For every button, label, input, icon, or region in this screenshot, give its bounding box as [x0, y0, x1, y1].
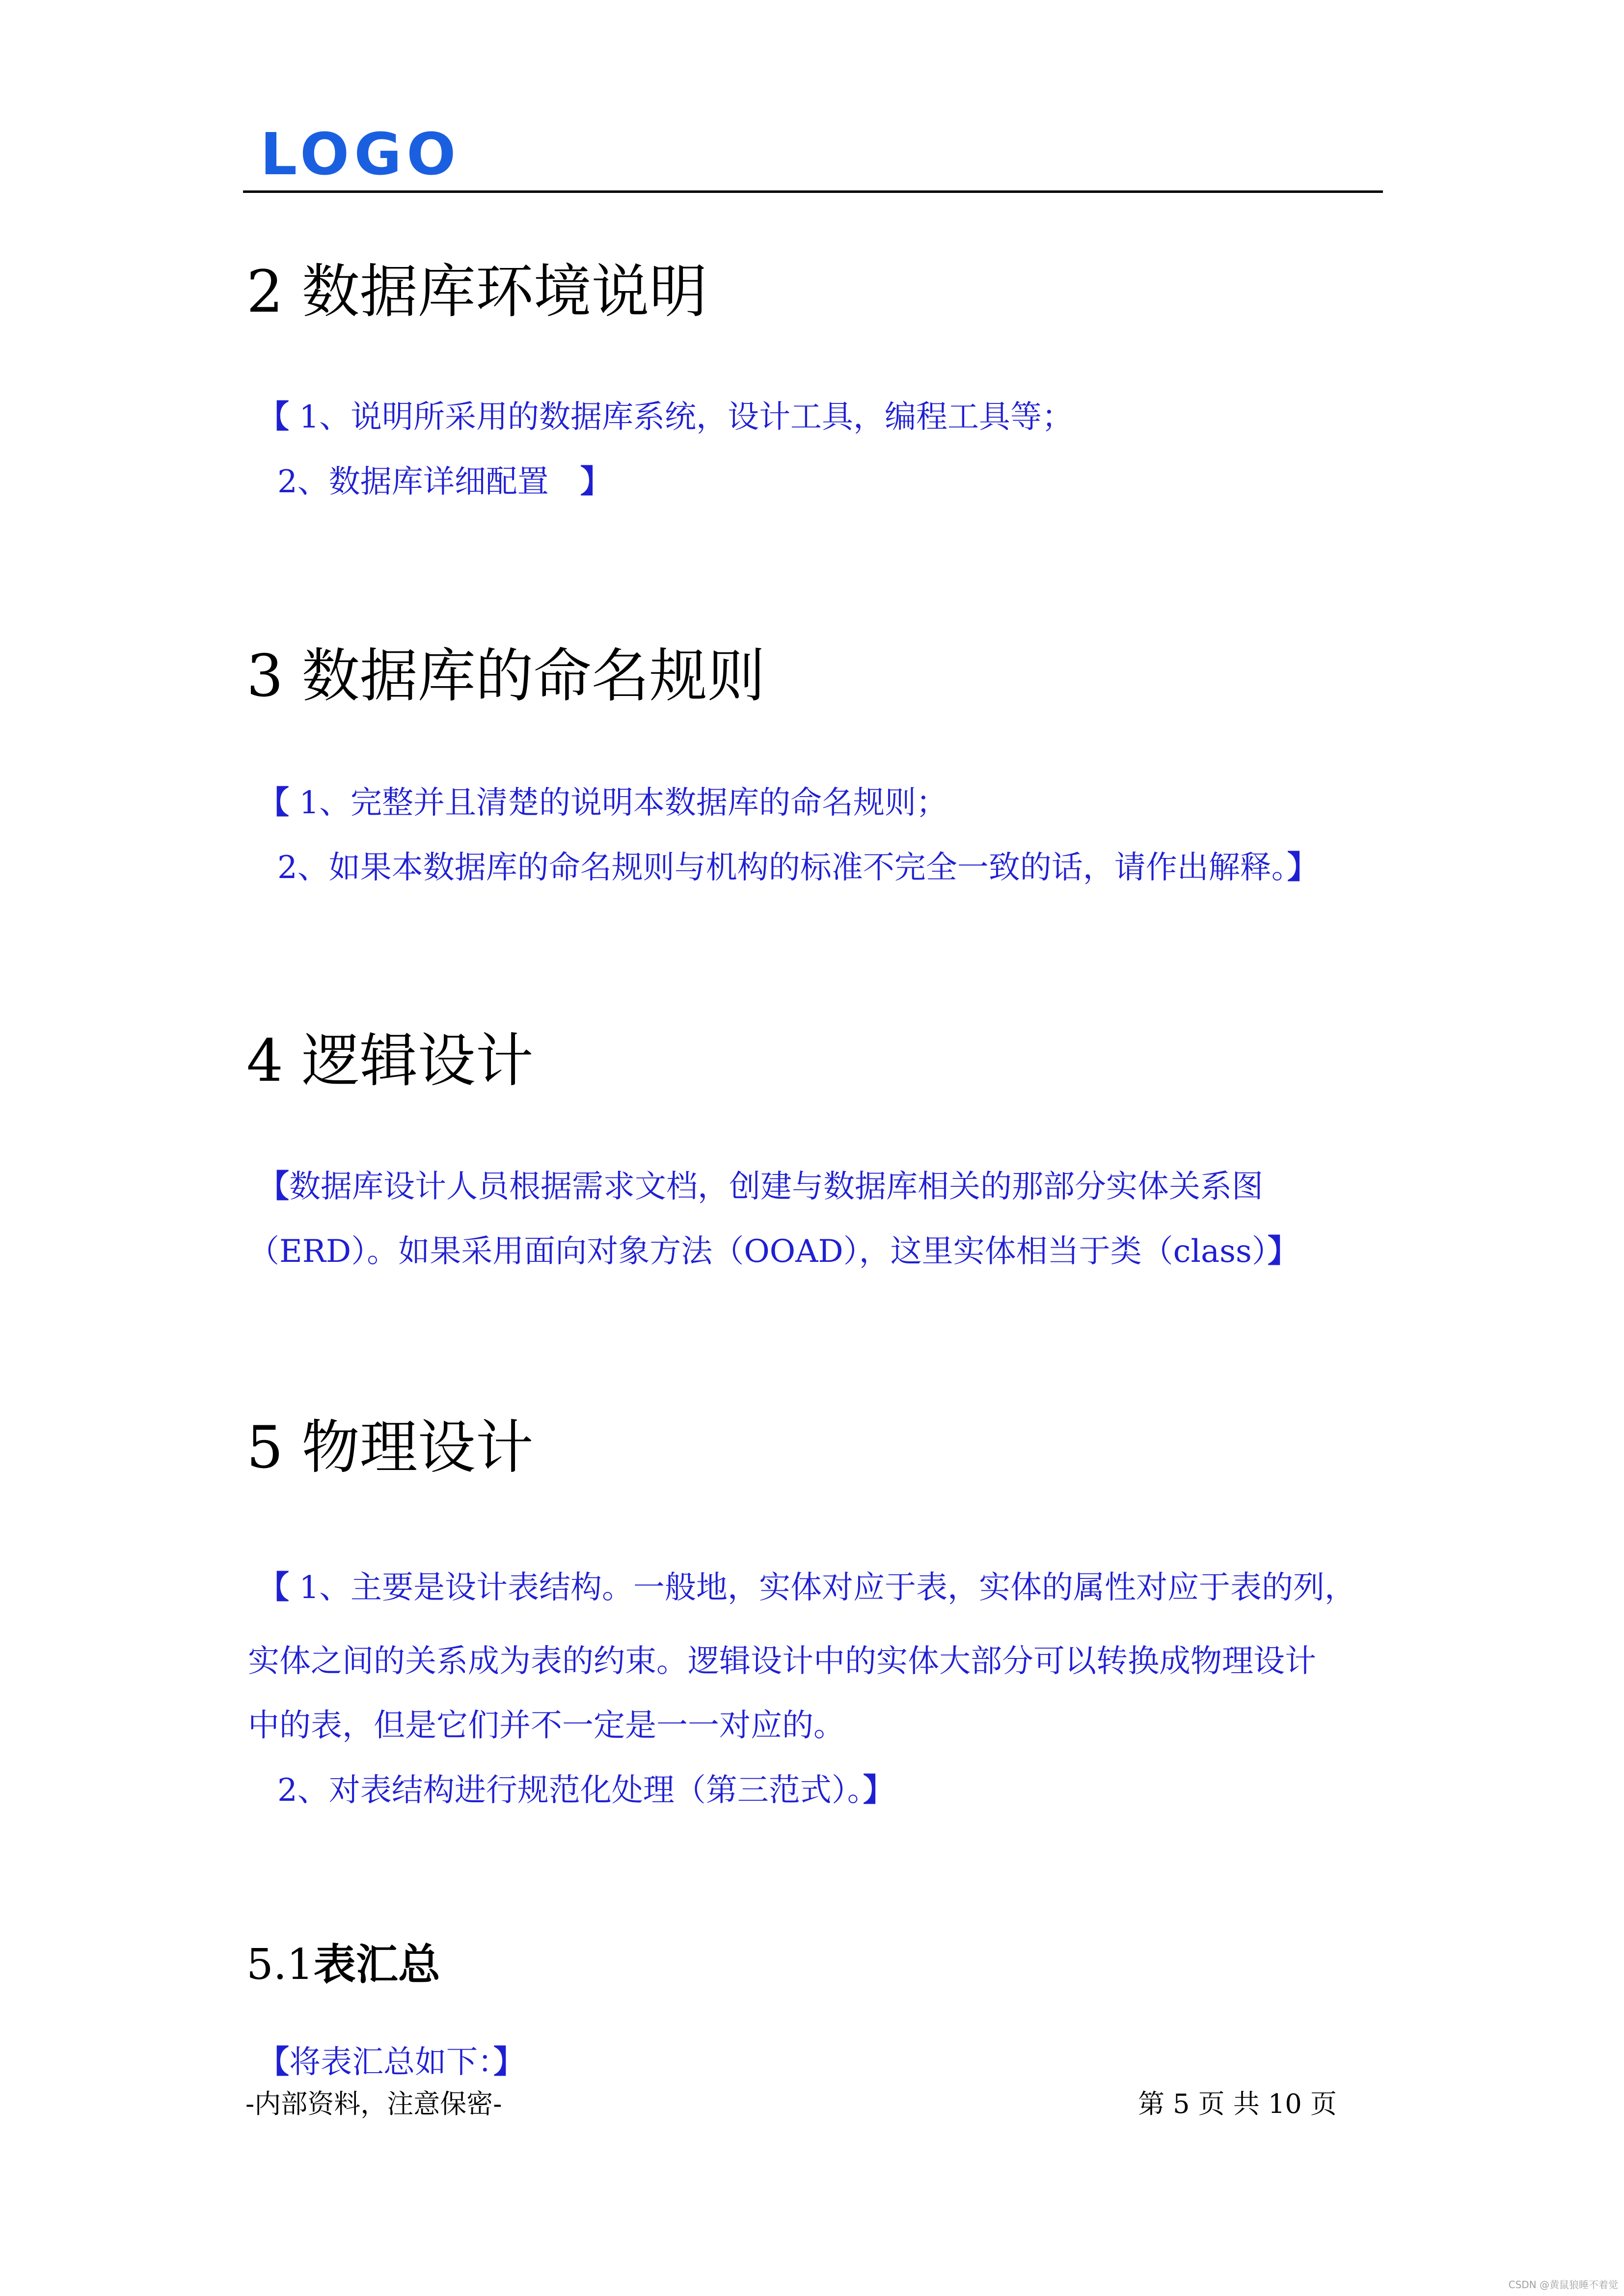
subsection-number: 5.1 [246, 1940, 314, 1989]
section-number: 3 [246, 642, 284, 710]
open-bracket: 【 [258, 784, 289, 821]
section-title: 物理设计 [301, 1414, 534, 1481]
section-3-line-2: 2、如果本数据库的命名规则与机构的标准不完全一致的话，请作出解释。】 [277, 849, 1319, 886]
section-5-line-2: 实体之间的关系成为表的约束。逻辑设计中的实体大部分可以转换成物理设计 [248, 1643, 1316, 1680]
section-title: 逻辑设计 [301, 1027, 534, 1095]
open-bracket: 【 [258, 399, 289, 435]
close-bracket: 】 [863, 1772, 894, 1809]
section-4-line-2: （ERD）。如果采用面向对象方法（OOAD），这里实体相当于类（class）】 [248, 1233, 1299, 1270]
section-5-line-1: 【 1、主要是设计表结构。一般地，实体对应于表，实体的属性对应于表的列， [258, 1569, 1356, 1606]
footer-page-number: 第 5 页 共 10 页 [1138, 2088, 1337, 2119]
section-3-line-1: 【 1、完整并且清楚的说明本数据库的命名规则； [258, 784, 948, 821]
subsection-5-1-line-1: 【将表汇总如下：】 [258, 2044, 525, 2081]
close-bracket: 】 [493, 2044, 525, 2081]
watermark: CSDN @黄鼠狼睡不着觉 [1508, 2279, 1618, 2291]
subsection-title: 表汇总 [313, 1940, 440, 1989]
section-5-line-3: 中的表，但是它们并不一定是一一对应的。 [248, 1708, 845, 1744]
open-bracket: 【 [258, 1569, 289, 1606]
close-bracket: 】 [1267, 1233, 1299, 1270]
section-2-line-2: 2、数据库详细配置 】 [277, 463, 612, 500]
header-rule [243, 190, 1383, 193]
heading-subsection-5-1 [246, 1940, 440, 1989]
heading-section-3 [246, 642, 765, 710]
section-2-line-1: 【 1、说明所采用的数据库系统，设计工具，编程工具等； [258, 399, 1074, 435]
close-bracket: 】 [1287, 849, 1319, 886]
section-number: 4 [246, 1027, 284, 1095]
heading-section-2 [246, 258, 707, 325]
footer-confidential-note: -内部资料，注意保密- [245, 2088, 502, 2119]
section-number: 5 [246, 1414, 284, 1481]
heading-section-4 [246, 1027, 534, 1095]
close-bracket: 】 [580, 463, 612, 500]
open-bracket: 【 [258, 1168, 289, 1205]
open-bracket: 【 [258, 2044, 289, 2081]
section-title: 数据库环境说明 [301, 258, 707, 325]
heading-section-5 [246, 1414, 534, 1481]
section-number: 2 [246, 258, 284, 325]
section-4-line-1: 【数据库设计人员根据需求文档，创建与数据库相关的那部分实体关系图 [258, 1168, 1263, 1205]
section-title: 数据库的命名规则 [301, 642, 765, 710]
section-5-line-4: 2、对表结构进行规范化处理（第三范式）。】 [277, 1772, 894, 1809]
company-logo: LOGO [260, 120, 461, 188]
